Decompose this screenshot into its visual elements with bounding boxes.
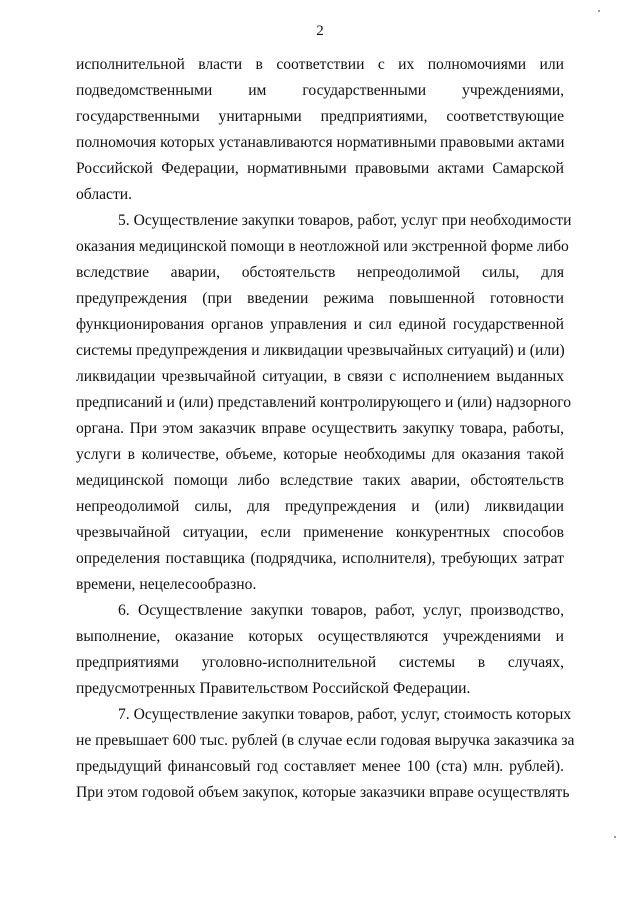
text-line: 5. Осуществление закупки товаров, работ, услуг при необходимости (118, 212, 572, 229)
text-line: услуги в количестве, объеме, которые необходимы для оказания такой (76, 446, 564, 463)
text-line: предыдущий финансовый год составляет менее 100 (ста) млн. рублей). (76, 758, 564, 775)
text-line: органа. При этом заказчик вправе осуществить закупку товара, работы, (76, 420, 564, 437)
text-line: полномочия которых устанавливаются нормативными правовыми актами (76, 134, 565, 151)
text-line: медицинской помощи либо вследствие таких аварии, обстоятельств (76, 472, 564, 489)
text-line: вследствие аварии, обстоятельств непреодолимой силы, для (76, 264, 564, 281)
text-line: непреодолимой силы, для предупреждения и (или) ликвидации (76, 498, 564, 515)
text-line: выполнение, оказание которых осуществляются учреждениями и (76, 628, 564, 645)
text-line: При этом годовой объем закупок, которые заказчики вправе осуществлять (76, 784, 570, 801)
text-line: предприятиями уголовно-исполнительной системы в случаях, (76, 654, 564, 671)
text-line: времени, нецелесообразно. (76, 576, 257, 593)
text-line: подведомственными им государственными учреждениями, (76, 82, 564, 99)
text-line: Российской Федерации, нормативными правовыми актами Самарской (76, 160, 564, 177)
text-line: оказания медицинской помощи в неотложной или экстренной форме либо (76, 238, 569, 255)
text-line: предусмотренных Правительством Российской Федерации. (76, 680, 471, 697)
text-line: 6. Осуществление закупки товаров, работ, услуг, производство, (118, 602, 564, 619)
text-line: области. (76, 186, 133, 203)
text-line: определения поставщика (подрядчика, исполнителя), требующих затрат (76, 550, 564, 567)
scan-speck (614, 836, 616, 838)
text-line: исполнительной власти в соответствии с их полномочиями или (76, 56, 564, 73)
text-line: государственными унитарными предприятиями, соответствующие (76, 108, 564, 125)
text-line: предписаний и (или) представлений контролирующего и (или) надзорного (76, 394, 571, 411)
text-line: функционирования органов управления и сил единой государственной (76, 316, 564, 333)
text-line: ликвидации чрезвычайной ситуации, в связи с исполнением выданных (76, 368, 564, 385)
text-line: 7. Осуществление закупки товаров, работ, услуг, стоимость которых (118, 706, 572, 723)
page-number: 2 (316, 23, 324, 39)
text-line: системы предупреждения и ликвидации чрезвычайных ситуаций) и (или) (76, 342, 565, 359)
text-line: не превышает 600 тыс. рублей (в случае если годовая выручка заказчика за (76, 732, 575, 749)
text-line: чрезвычайной ситуации, если применение конкурентных способов (76, 524, 564, 541)
text-line: предупреждения (при введении режима повышенной готовности (76, 290, 564, 307)
scan-speck (598, 10, 600, 12)
